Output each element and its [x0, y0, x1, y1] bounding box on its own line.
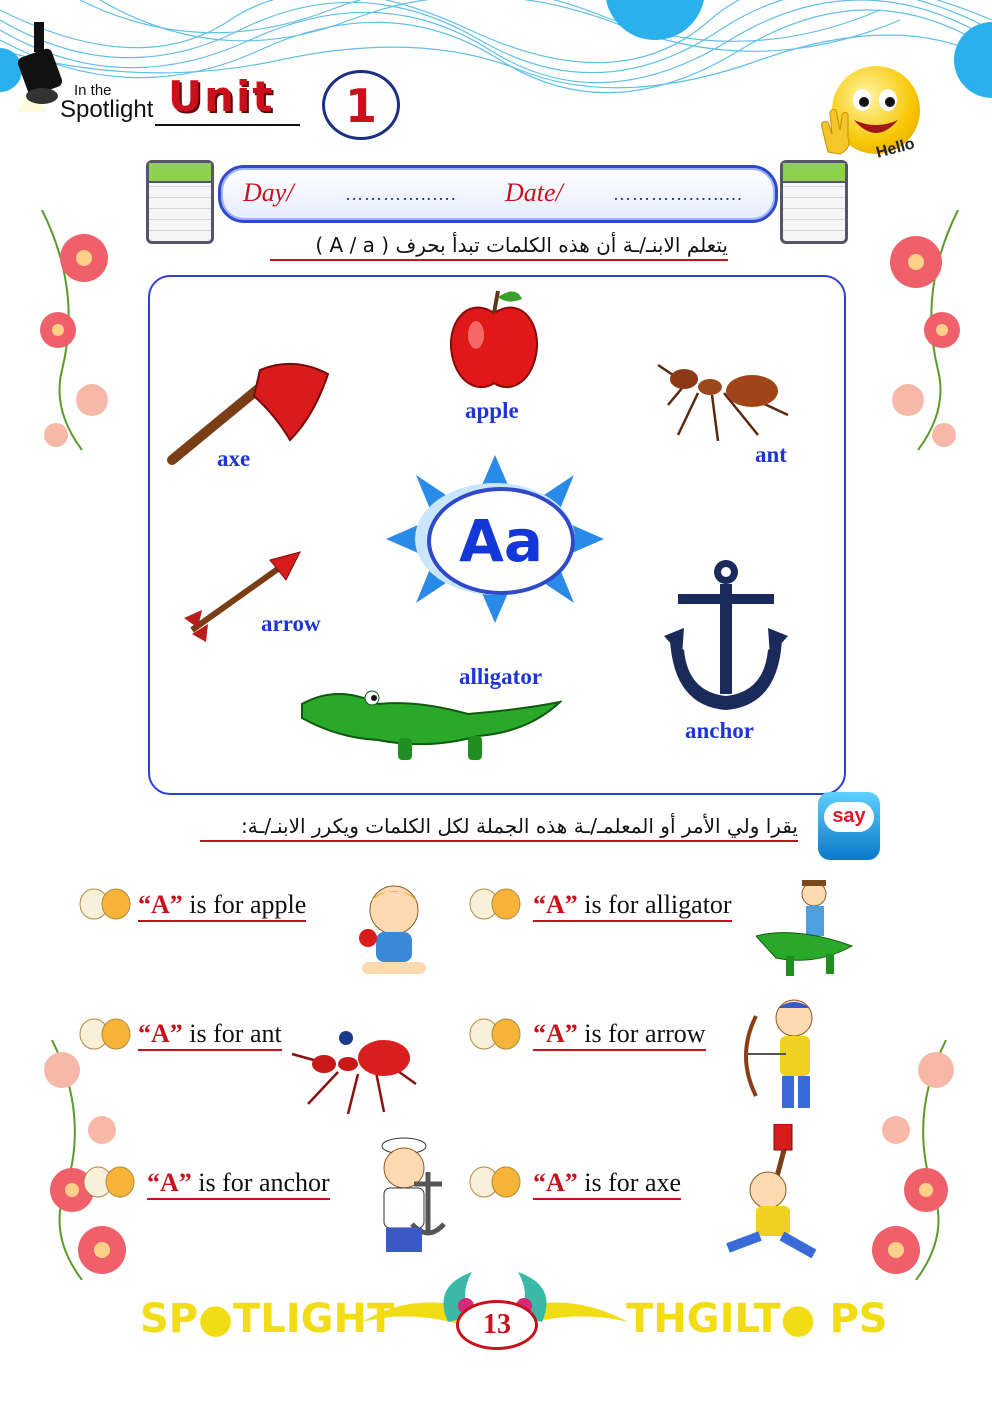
theater-masks-icon [82, 1166, 136, 1198]
word-apple: apple [465, 398, 519, 423]
red-ant-illustration [288, 1024, 420, 1116]
alligator-icon [298, 680, 562, 770]
apple-icon [446, 285, 542, 395]
flower-decoration-bottom-left [22, 1040, 140, 1280]
say-label: say [824, 802, 874, 832]
unit-number: 1 [322, 70, 400, 140]
footer-spotlight-right: THGILT● PS [626, 1296, 888, 1342]
word-arrow: arrow [261, 611, 321, 636]
logo-small-text: In the [74, 82, 112, 99]
anchor-icon [664, 556, 788, 718]
footer-spotlight-left: SP●TLIGHT [140, 1296, 395, 1342]
boy-riding-alligator-illustration [756, 876, 856, 984]
day-label: Day/ [243, 178, 294, 207]
sentence-axe: “A” is for axe [533, 1168, 681, 1200]
waving-hand-icon [818, 108, 856, 156]
day-field[interactable]: …………..…. [345, 184, 457, 204]
instruction-arabic-1: يتعلم الابنـ/ـة أن هذه الكلمات تبدأ بحرف ( A / a ) [270, 233, 728, 261]
sailor-with-anchor-illustration [358, 1132, 454, 1258]
say-button-icon [818, 792, 880, 860]
flower-decoration-top-left [22, 210, 140, 450]
theater-masks-icon [468, 1018, 522, 1050]
sentence-anchor: “A” is for anchor [147, 1168, 330, 1200]
day-date-bar [218, 165, 778, 223]
theater-masks-icon [468, 888, 522, 920]
instruction-arabic-2: يقرا ولي الأمر أو المعلمـ/ـة هذه الجملة لكل الكلمات ويكرر الابنـ/ـة: [200, 814, 798, 842]
sentence-apple: “A” is for apple [138, 890, 306, 922]
calendar-icon-right [780, 160, 848, 244]
sentence-arrow: “A” is for arrow [533, 1019, 706, 1051]
boy-with-bow-illustration [736, 996, 832, 1118]
boy-with-axe-illustration [708, 1124, 832, 1264]
boy-with-apple-illustration [350, 880, 438, 980]
sentence-ant: “A” is for ant [138, 1019, 282, 1051]
hello-text: Hello [874, 135, 917, 162]
word-ant: ant [755, 442, 787, 467]
theater-masks-icon [468, 1166, 522, 1198]
word-alligator: alligator [459, 664, 543, 689]
word-axe: axe [217, 446, 251, 471]
date-label: Date/ [505, 178, 563, 207]
ant-icon [648, 345, 796, 445]
flower-decoration-bottom-right [856, 1040, 976, 1280]
theater-masks-icon [78, 1018, 132, 1050]
logo-big-text: Spotlight [60, 96, 154, 123]
sentence-alligator: “A” is for alligator [533, 890, 732, 922]
spotlight-logo [60, 82, 153, 121]
word-anchor: anchor [685, 718, 754, 743]
unit-underline [155, 124, 300, 126]
calendar-icon-left [146, 160, 214, 244]
theater-masks-icon [78, 888, 132, 920]
unit-title: Unit [168, 72, 275, 121]
flower-decoration-top-right [860, 210, 978, 450]
letter-aa-title: Aa [427, 487, 575, 595]
page-number: 13 [456, 1300, 538, 1350]
date-field[interactable]: ………….…..… [613, 184, 744, 204]
